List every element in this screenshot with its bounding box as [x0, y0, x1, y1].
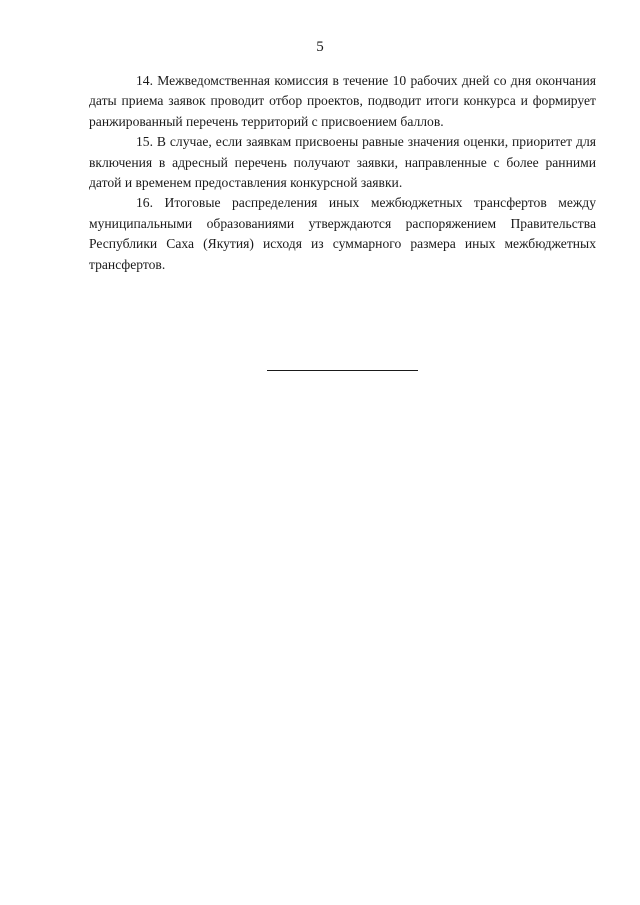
- paragraph-16: 16. Итоговые распределения иных межбюджетных трансфертов между муниципальными образованиями утверждаются распоряжением Правительства Республики Саха (Якутия) исходя из суммарного размера иных межбюджетных трансфертов.: [89, 195, 596, 272]
- paragraph-14: 14. Межведомственная комиссия в течение 10 рабочих дней со дня окончания даты приема заявок проводит отбор проектов, подводит итоги конкурса и формирует ранжированный перечень территорий с присвоением баллов.: [89, 73, 596, 129]
- paragraph-15: 15. В случае, если заявкам присвоены равные значения оценки, приоритет для включения в адресный перечень получают заявки, направленные с более ранними датой и временем предоставления конкурсной заявки.: [89, 134, 596, 191]
- document-body: [89, 71, 596, 275]
- page-number: 5: [316, 39, 324, 55]
- end-divider-line: [267, 370, 418, 371]
